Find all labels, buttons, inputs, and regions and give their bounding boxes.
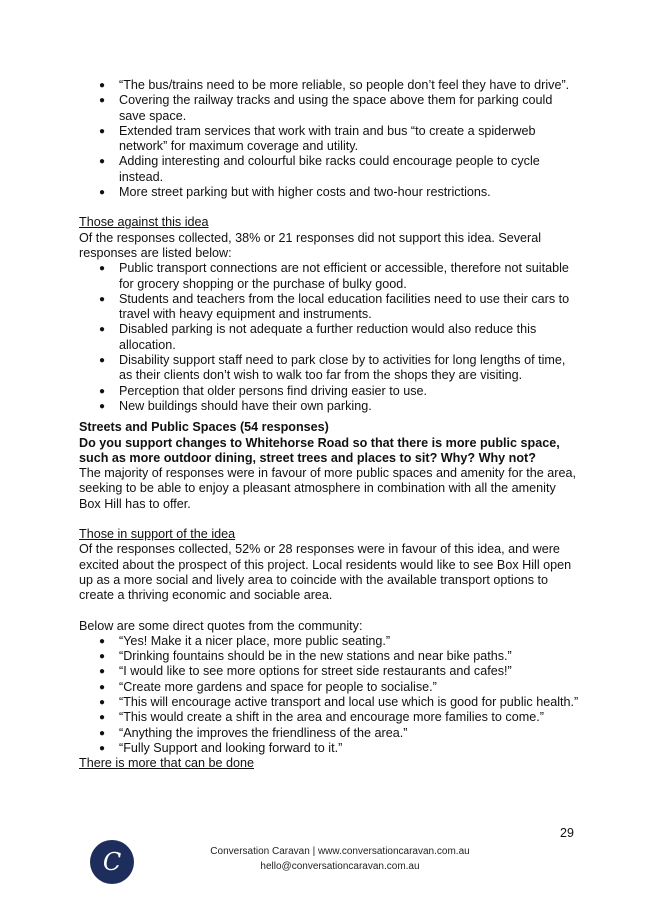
- list-item: ● “This will encourage active transport and local use which is good for public health.”: [79, 695, 579, 710]
- list-item: ● “Fully Support and looking forward to it.”: [79, 741, 579, 756]
- against-heading: Those against this idea: [79, 215, 209, 230]
- support-heading: Those in support of the idea: [79, 527, 236, 542]
- support-text: Of the responses collected, 52% or 28 responses were in favour of this idea, and were excited about the prospect of this project. Local residents would like to see Box Hill open up as a more social and lively area to coincide with the available transport options to create a thriving economic and sociable area.: [79, 542, 572, 603]
- community-quotes-list: [79, 634, 579, 756]
- list-item: ● “Yes! Make it a nicer place, more public seating.”: [79, 634, 579, 649]
- list-item: ● “Anything the improves the friendliness of the area.”: [79, 726, 579, 741]
- list-item: ● Students and teachers from the local education facilities need to use their cars to travel with heavy equipment and instruments.: [79, 292, 579, 323]
- footer-email: hello@conversationcaravan.com.au: [260, 861, 420, 872]
- against-list: [79, 261, 579, 414]
- against-intro: Of the responses collected, 38% or 21 responses did not support this idea. Several responses are listed below:: [79, 230, 542, 260]
- list-item: ● “Drinking fountains should be in the new stations and near bike paths.”: [79, 649, 579, 664]
- list-item: ● Extended tram services that work with train and bus “to create a spiderweb network” for maximum coverage and utility.: [79, 124, 579, 155]
- question: Do you support changes to Whitehorse Road so that there is more public space, such as more outdoor dining, street trees and places to sit? Why? Why not?: [79, 435, 560, 465]
- list-item: ● “Create more gardens and space for people to socialise.”: [79, 680, 579, 695]
- top-quote-list: [79, 78, 579, 200]
- list-item: ● Perception that older persons find driving easier to use.: [79, 384, 579, 399]
- logo-letter: C: [102, 848, 122, 876]
- list-item: ● “This would create a shift in the area and encourage more families to come.”: [79, 710, 579, 725]
- list-item: ● “The bus/trains need to be more reliable, so people don’t feel they have to drive”.: [79, 78, 579, 93]
- list-item: ● Covering the railway tracks and using the space above them for parking could save space.: [79, 93, 579, 124]
- list-item: ● Disabled parking is not adequate a further reduction would also reduce this allocation.: [79, 322, 579, 353]
- list-item: ● “I would like to see more options for street side restaurants and cafes!”: [79, 664, 579, 679]
- list-item: ● Disability support staff need to park close by to activities for long lengths of time, as their clients don’t wish to walk too far from the shops they are visiting.: [79, 353, 579, 384]
- section-title: Streets and Public Spaces (54 responses): [79, 420, 329, 435]
- conversation-caravan-logo-icon: [90, 840, 134, 884]
- page-number: 29: [560, 826, 574, 840]
- footer-text: [170, 844, 510, 874]
- list-item: ● Public transport connections are not efficient or accessible, therefore not suitable for grocery shopping or the purchase of bulky good.: [79, 261, 579, 292]
- more-heading: There is more that can be done: [79, 756, 255, 771]
- list-item: ● New buildings should have their own parking.: [79, 399, 579, 414]
- list-item: ● Adding interesting and colourful bike racks could encourage people to cycle instead.: [79, 154, 579, 185]
- document-body: [79, 78, 579, 771]
- footer-line-1: Conversation Caravan | www.conversationcaravan.com.au: [210, 846, 470, 857]
- list-item: ● More street parking but with higher costs and two-hour restrictions.: [79, 185, 579, 200]
- summary: The majority of responses were in favour of more public spaces and amenity for the area, seeking to be able to enjoy a pleasant atmosphere in combination with all the amenity Box Hill has to offer.: [79, 466, 576, 511]
- quotes-intro: Below are some direct quotes from the community:: [79, 618, 363, 633]
